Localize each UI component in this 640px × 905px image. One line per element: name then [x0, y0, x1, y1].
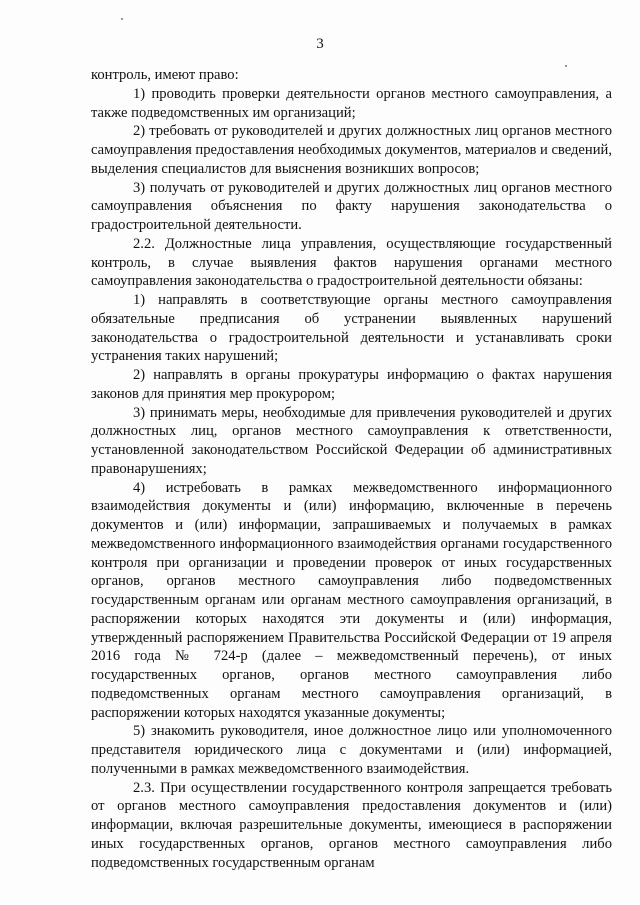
document-body [91, 66, 612, 872]
paragraph: 1) проводить проверки деятельности органов местного самоуправления, а также подведомственных им организаций; [91, 85, 612, 121]
paragraph: 3) получать от руководителей и других должностных лиц органов местного самоуправления объяснения по факту нарушения законодательства о градостроительной деятельности. [91, 179, 612, 233]
paragraph: 3) принимать меры, необходимые для привлечения руководителей и других должностных лиц, органов местного самоуправления к ответственности, установленной законодательством Российской Федерации об административных правонарушениях; [91, 404, 612, 477]
paragraph: 2) направлять в органы прокуратуры информацию о фактах нарушения законов для принятия мер прокурором; [91, 367, 612, 402]
paragraph: 2.3. При осуществлении государственного контроля запрещается требовать от органов местного самоуправления предоставления документов и (или) информации, включая разрешительные документы, имеющиеся в распоряжении иных государственных органов, органов местного самоуправления либо подведомственных государственным органам [91, 779, 612, 871]
paragraph: 4) истребовать в рамках межведомственного информационного взаимодействия документы и (или) информацию, включенные в перечень документов и (или) информации, запрашиваемых и получаемых в рамках межведомственного информационного взаимодействия органами государственного контроля при организации и проведении проверок от иных государственных органов, органов местного самоуправления либо подведомственных государственным органам или органам местного самоуправления организаций, в распоряжении которых находятся эти документы и (или) информация, утвержденный распоряжением Правительства Российской Федерации от 19 апреля 2016 года № 724-р (далее – межведомственный перечень), от иных государственных органов, органов местного самоуправления либо подведомственных органам местного самоуправления организаций, в распоряжении которых находятся указанные документы; [91, 479, 612, 721]
scan-speck [121, 18, 123, 20]
paragraph: 2.2. Должностные лица управления, осуществляющие государственный контроль, в случае выявления фактов нарушения органами местного самоуправления законодательства о градостроительной деятельности обязаны: [91, 235, 612, 290]
paragraph: 2) требовать от руководителей и других должностных лиц органов местного самоуправления предоставления необходимых документов, материалов и сведений, выделения специалистов для выяснения возникших вопросов; [91, 123, 612, 177]
page-number: 3 [316, 36, 324, 52]
paragraph: 1) направлять в соответствующие органы местного самоуправления обязательные предписания об устранении выявленных нарушений законодательства о градостроительной деятельности и устанавливать сроки устранения таких нарушений; [91, 292, 612, 365]
paragraph: 5) знакомить руководителя, иное должностное лицо или уполномоченного представителя юридического лица с документами и (или) информацией, полученными в рамках межведомственного взаимодействия. [91, 723, 612, 777]
paragraph: контроль, имеют право: [91, 67, 239, 83]
